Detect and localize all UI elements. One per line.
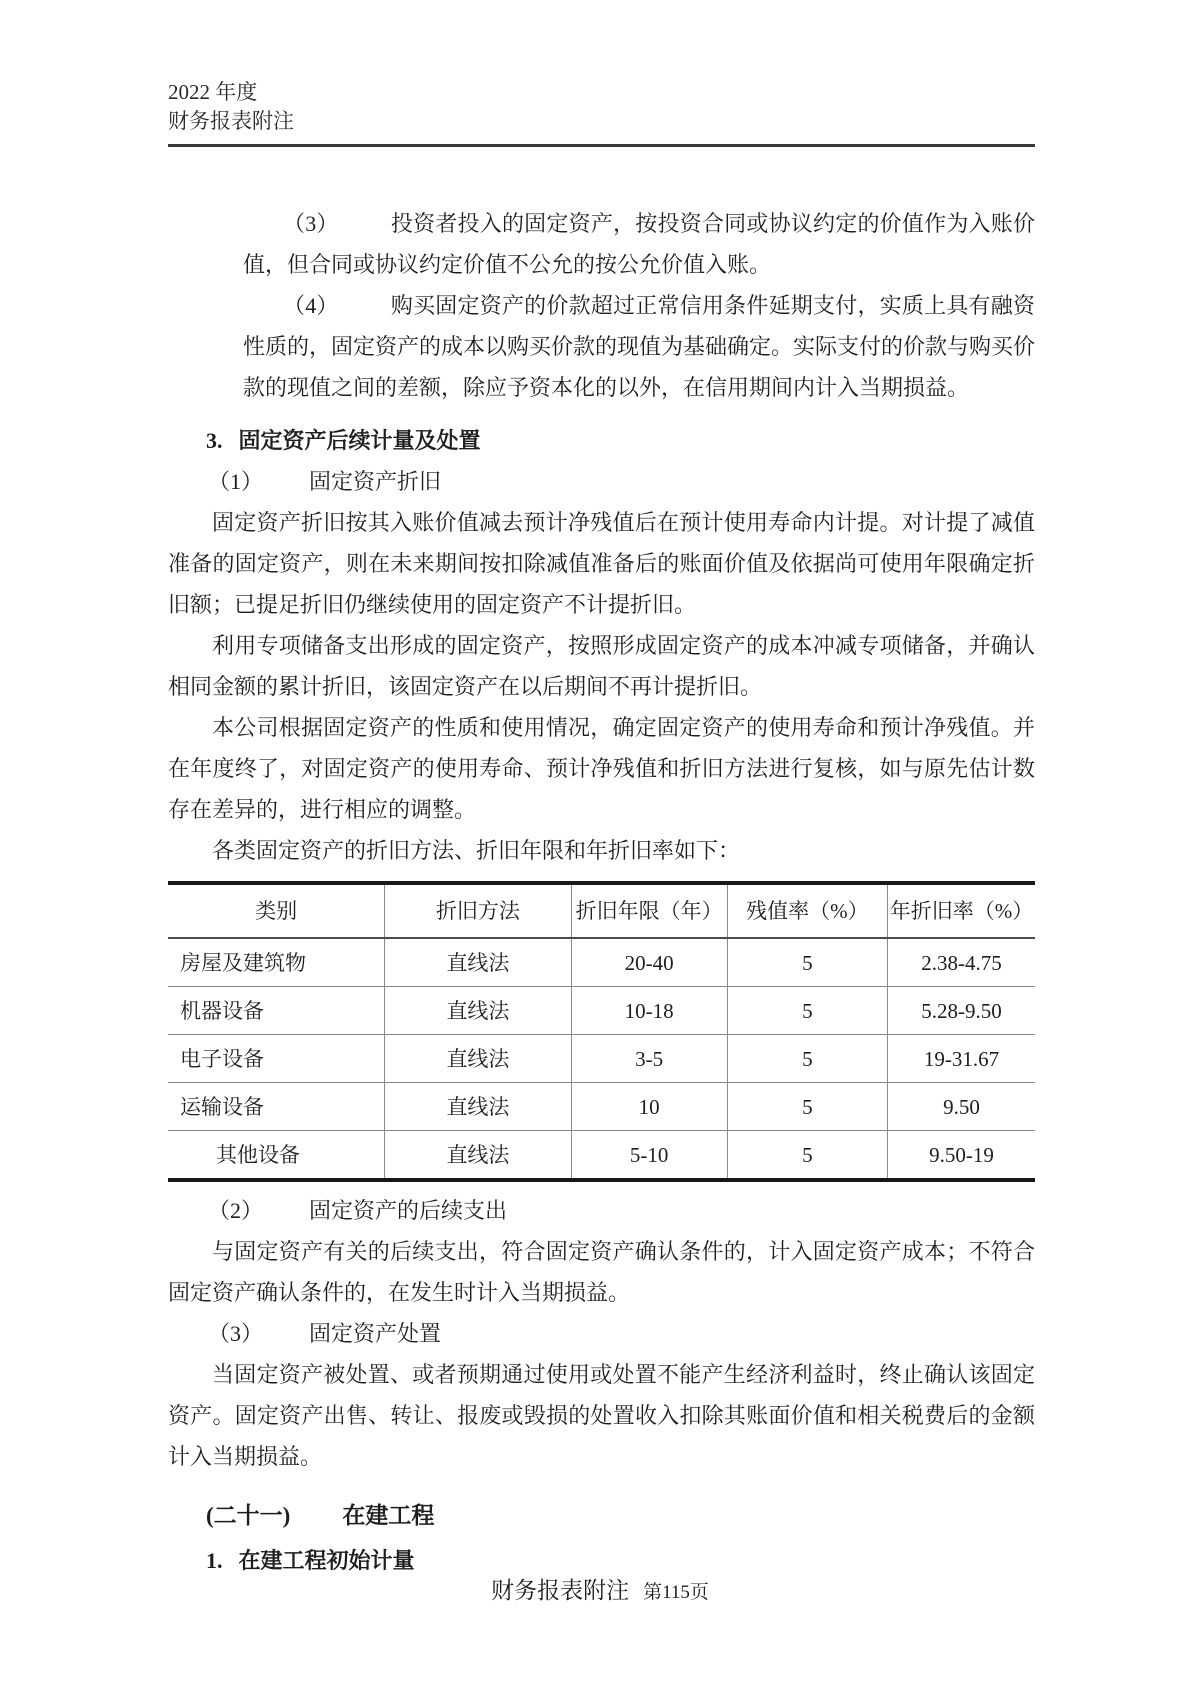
table-cell: 5.28-9.50 [888,987,1035,1035]
item-text: 投资者投入的固定资产，按投资合同或协议约定的价值作为入账价值，但合同或协议约定价值不公允的按公允价值入账。 [243,211,1035,277]
paragraph-depreciation-2: 利用专项储备支出形成的固定资产，按照形成固定资产的成本冲减专项储备，并确认相同金额的累计折旧，该固定资产在以后期间不再计提折旧。 [168,633,1035,699]
column-header-method: 折旧方法 [385,883,571,938]
section-heading-3 [206,420,1035,461]
table-row [168,1131,1035,1181]
paragraph-table-intro: 各类固定资产的折旧方法、折旧年限和年折旧率如下： [212,838,741,863]
page-header [168,78,1035,136]
table-cell: 2.38-4.75 [921,950,1002,975]
table-cell: 19-31.67 [888,1035,1035,1083]
table-cell: 房屋及建筑物 [168,938,385,987]
column-header-rate: 年折旧率（%） [888,883,1035,938]
heading-title: 在建工程初始计量 [238,1548,415,1573]
header-divider [168,144,1035,147]
table-cell: 5 [727,1035,887,1083]
sub-title: 固定资产折旧 [309,469,442,494]
table-cell: 直线法 [385,938,571,987]
table-row [168,1083,1035,1131]
item-number: （3） [283,211,339,236]
table-row [168,938,1035,987]
paragraph-item-4 [243,285,1035,408]
table-cell: 直线法 [385,987,571,1035]
sub-heading-3 [208,1313,1035,1354]
table-cell: 其他设备 [168,1131,385,1181]
table-cell: 5 [727,1131,887,1181]
column-header-residual: 残值率（%） [727,883,887,938]
sub-number: （2） [208,1198,264,1223]
paragraph-subsequent-expenditure: 与固定资产有关的后续支出，符合固定资产确认条件的，计入固定资产成本；不符合固定资产确认条件的，在发生时计入当期损益。 [168,1239,1035,1305]
table-cell: 机器设备 [168,987,385,1035]
footer-page-number: 第115页 [643,1582,709,1603]
table-cell: 5 [727,938,887,987]
depreciation-table [168,881,1035,1182]
item-text: 购买固定资产的价款超过正常信用条件延期支付，实质上具有融资性质的，固定资产的成本以购买价款的现值为基础确定。实际支付的价款与购买价款的现值之间的差额，除应予资本化的以外，在信用期间内计入当期损益。 [243,293,1036,400]
paragraph-depreciation-1: 固定资产折旧按其入账价值减去预计净残值后在预计使用寿命内计提。对计提了减值准备的固定资产，则在未来期间按扣除减值准备后的账面价值及依据尚可使用年限确定折旧额；已提足折旧仍继续使用的固定资产不计提折旧。 [168,510,1035,617]
footer-title: 财务报表附注 [491,1578,630,1603]
table-cell: 20-40 [571,938,727,987]
header-title: 财务报表附注 [168,109,294,133]
table-row [168,987,1035,1035]
table-cell: 9.50-19 [888,1131,1035,1181]
column-header-years: 折旧年限（年） [571,883,727,938]
item-number: （4） [283,293,339,318]
table-cell: 直线法 [385,1083,571,1131]
paragraph-depreciation-3: 本公司根据固定资产的性质和使用情况，确定固定资产的使用寿命和预计净残值。并在年度终了，对固定资产的使用寿命、预计净残值和折旧方法进行复核，如与原先估计数存在差异的，进行相应的调整。 [168,715,1035,822]
table-cell: 运输设备 [168,1083,385,1131]
table-cell: 直线法 [385,1035,571,1083]
heading-number: 1. [206,1548,223,1573]
chapter-number: (二十一) [206,1503,291,1528]
document-body [168,203,1035,1581]
table-cell: 5-10 [571,1131,727,1181]
heading-number: 3. [206,428,223,453]
sub-heading-2 [208,1190,1035,1231]
chapter-heading-21 [206,1495,1035,1536]
sub-number: （3） [208,1321,264,1346]
sub-title: 固定资产的后续支出 [309,1198,508,1223]
table-cell: 3-5 [571,1035,727,1083]
sub-heading-1 [208,461,1035,502]
column-header-category: 类别 [168,883,385,938]
paragraph-disposal: 当固定资产被处置、或者预期通过使用或处置不能产生经济利益时，终止确认该固定资产。固定资产出售、转让、报废或毁损的处置收入扣除其账面价值和相关税费后的金额计入当期损益。 [168,1362,1035,1469]
paragraph-item-3 [243,203,1035,285]
table-cell: 10 [571,1083,727,1131]
sub-title: 固定资产处置 [309,1321,442,1346]
sub-number: （1） [208,469,264,494]
table-cell: 9.50 [888,1083,1035,1131]
table-cell: 5 [727,1083,887,1131]
table-header-row [168,883,1035,938]
header-year: 2022 年度 [168,80,258,104]
chapter-title: 在建工程 [342,1503,435,1528]
table-cell: 5 [727,987,887,1035]
table-cell: 10-18 [571,987,727,1035]
table-row [168,1035,1035,1083]
table-cell: 电子设备 [168,1035,385,1083]
table-cell: 直线法 [385,1131,571,1181]
page-footer [0,1572,1200,1605]
heading-title: 固定资产后续计量及处置 [238,428,481,453]
